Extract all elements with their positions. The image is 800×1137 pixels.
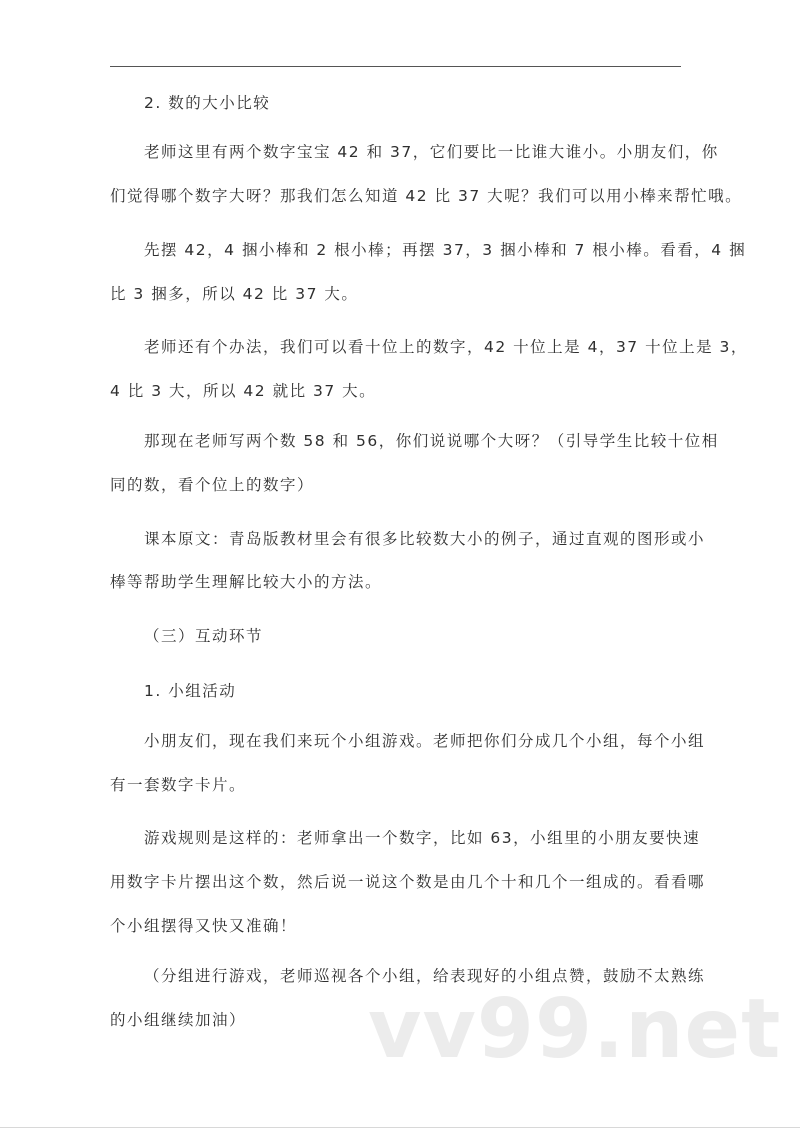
paragraph-line: 同的数，看个位上的数字） bbox=[110, 476, 315, 494]
subsection-heading-group-activity: 1. 小组活动 bbox=[144, 682, 237, 700]
paragraph-line: 有一套数字卡片。 bbox=[110, 776, 247, 794]
paragraph-line: 那现在老师写两个数 58 和 56，你们说说哪个大呀？（引导学生比较十位相 bbox=[144, 432, 719, 450]
paragraph-line: （分组进行游戏，老师巡视各个小组，给表现好的小组点赞，鼓励不太熟练 bbox=[144, 967, 706, 985]
paragraph-line: 棒等帮助学生理解比较大小的方法。 bbox=[110, 573, 383, 591]
paragraph-line: 4 比 3 大，所以 42 就比 37 大。 bbox=[110, 382, 377, 400]
watermark: vv99.net bbox=[368, 982, 782, 1077]
paragraph-line: 老师这里有两个数字宝宝 42 和 37，它们要比一比谁大谁小。小朋友们，你 bbox=[144, 143, 719, 161]
paragraph-line: 用数字卡片摆出这个数，然后说一说这个数是由几个十和几个一组成的。看看哪 bbox=[110, 873, 706, 891]
paragraph-line: 先摆 42，4 捆小棒和 2 根小棒；再摆 37，3 捆小棒和 7 根小棒。看看，4 捆 bbox=[144, 241, 747, 259]
paragraph-line: 的小组继续加油） bbox=[110, 1011, 247, 1029]
paragraph-line: 们觉得哪个数字大呀？那我们怎么知道 42 比 37 大呢？我们可以用小棒来帮忙哦。 bbox=[110, 187, 743, 205]
section-heading-interactive: （三）互动环节 bbox=[144, 627, 264, 645]
paragraph-line: 游戏规则是这样的：老师拿出一个数字，比如 63，小组里的小朋友要快速 bbox=[144, 829, 701, 847]
paragraph-line: 小朋友们，现在我们来玩个小组游戏。老师把你们分成几个小组，每个小组 bbox=[144, 732, 706, 750]
paragraph-line: 比 3 捆多，所以 42 比 37 大。 bbox=[110, 285, 359, 303]
paragraph-line: 个小组摆得又快又准确！ bbox=[110, 917, 298, 935]
page-bottom-edge bbox=[0, 1127, 800, 1128]
paragraph-line: 老师还有个办法，我们可以看十位上的数字，42 十位上是 4，37 十位上是 3， bbox=[144, 338, 748, 356]
section-heading-number-comparison: 2. 数的大小比较 bbox=[144, 94, 271, 112]
paragraph-line: 课本原文：青岛版教材里会有很多比较数大小的例子，通过直观的图形或小 bbox=[144, 530, 706, 548]
header-rule bbox=[110, 66, 681, 67]
